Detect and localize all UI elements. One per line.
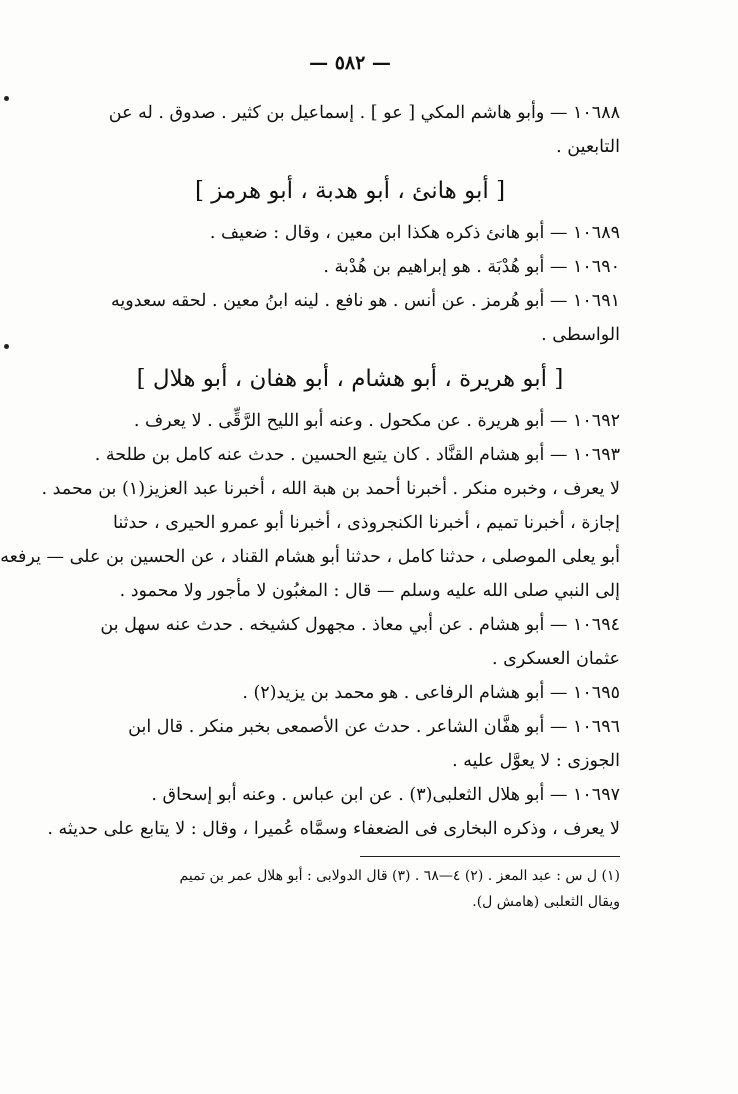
entry-line: الواسطى . xyxy=(541,325,620,345)
page-number: — ٥٨٢ — xyxy=(309,52,391,74)
margin-mark-middle xyxy=(4,344,9,349)
entry-line: إلى النبي صلى الله عليه وسلم — قال : المغبُون لا مأجور ولا محمود . xyxy=(119,581,620,601)
entry-line: ١٠٦٩٤ — أبو هشام . عن أبي معاذ . مجهول كشيخه . حدث عنه سهل بن xyxy=(100,615,620,635)
entry-line: ١٠٦٩٣ — أبو هشام القنَّاد . كان يتبع الحسين . حدث عنه كامل بن طلحة . xyxy=(94,445,620,465)
entry-line: ١٠٦٩٢ — أبو هريرة . عن مكحول . وعنه أبو الليح الرَّقِّى . لا يعرف . xyxy=(133,411,620,431)
footnote-line: (١) ل س : عبد المعز . (٢) ٤—٦٨ . (٣) قال الدولابى : أبو هلال عمر بن تميم xyxy=(179,868,620,884)
entry-line: الجوزى : لا يعوَّل عليه . xyxy=(452,751,620,771)
entry-line: ١٠٦٩٥ — أبو هشام الرفاعى . هو محمد بن يزيد(٢) . xyxy=(242,683,620,703)
section-heading: [ أبو هريرة ، أبو هشام ، أبو هفان ، أبو هلال ] xyxy=(136,366,564,392)
footnote-line: ويقال الثعلبى (هامش ل). xyxy=(472,894,620,910)
entry-line: ١٠٦٩٦ — أبو هفَّان الشاعر . حدث عن الأصمعى بخبر منكر . قال ابن xyxy=(128,717,620,737)
footnote-divider xyxy=(360,856,620,857)
book-page xyxy=(0,40,620,915)
entry-line: ١٠٦٩٧ — أبو هلال الثعلبى(٣) . عن ابن عباس . وعنه أبو إسحاق . xyxy=(151,785,620,805)
entry-line: عثمان العسكرى . xyxy=(492,649,620,669)
entry-line: لا يعرف ، وخبره منكر . أخبرنا أحمد بن هبة الله ، أخبرنا عبد العزيز(١) بن محمد . xyxy=(41,479,620,499)
entry-line: ١٠٦٩١ — أبو هُرمز . عن أنس . هو نافع . لينه ابنُ معين . لحقه سعدويه xyxy=(110,291,620,311)
entry-line: ١٠٦٩٠ — أبو هُدْبَة . هو إبراهيم بن هُدْبة . xyxy=(323,257,620,277)
entry-line: ١٠٦٨٩ — أبو هانئ ذكره هكذا ابن معين ، وقال : ضعيف . xyxy=(209,223,620,243)
entry-line: إجازة ، أخبرنا تميم ، أخبرنا الكنجروذى ، أخبرنا أبو عمرو الحيرى ، حدثنا xyxy=(113,513,620,533)
entry-line: لا يعرف ، وذكره البخارى فى الضعفاء وسمَّاه عُميرا ، وقال : لا يتابع على حديثه . xyxy=(47,819,620,839)
margin-mark-top xyxy=(4,96,9,101)
entry-line: التابعين . xyxy=(556,137,620,157)
entry-line: ١٠٦٨٨ — وأبو هاشم المكي [ عو ] . إسماعيل بن كثير . صدوق . له عن xyxy=(108,103,620,123)
section-heading: [ أبو هانئ ، أبو هدبة ، أبو هرمز ] xyxy=(194,178,506,204)
entry-line: أبو يعلى الموصلى ، حدثنا كامل ، حدثنا أبو هشام القناد ، عن الحسين بن على — يرفعه xyxy=(0,547,620,567)
